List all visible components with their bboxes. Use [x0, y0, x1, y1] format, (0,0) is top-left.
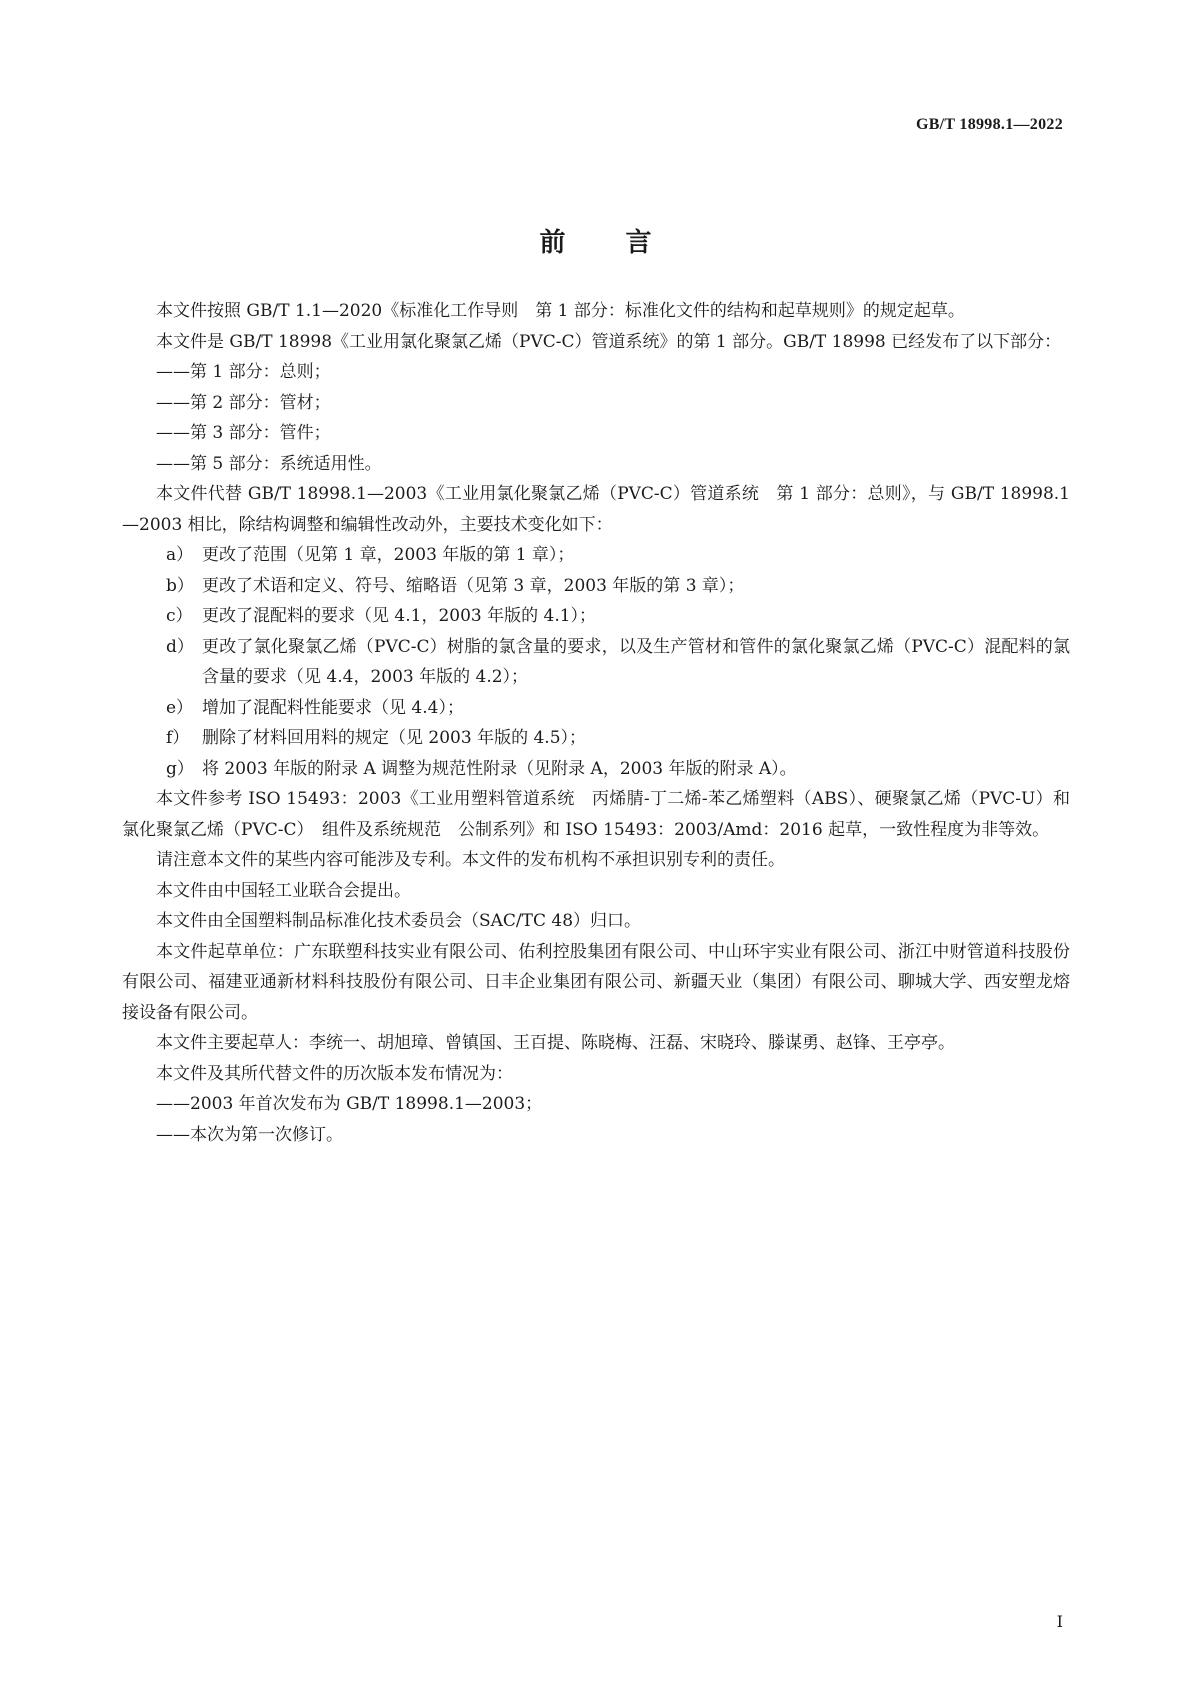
list-item-change — [122, 723, 1070, 754]
paragraph-drafters: 本文件主要起草人：李统一、胡旭璋、曾镇国、王百提、陈晓梅、汪磊、宋晓玲、滕谋勇、赵锋、王亭亭。 — [156, 1033, 955, 1053]
item-text: 更改了混配料的要求（见 4.1，2003 年版的 4.1）； — [202, 606, 597, 626]
list-item-part: ——第 1 部分：总则； — [156, 362, 331, 382]
standard-number-header: GB/T 18998.1—2022 — [915, 116, 1063, 133]
item-label: d） — [166, 636, 194, 657]
list-item-history: ——2003 年首次发布为 GB/T 18998.1—2003； — [156, 1094, 543, 1114]
item-text: 更改了范围（见第 1 章，2003 年版的第 1 章）； — [202, 545, 575, 565]
paragraph-committee: 本文件由全国塑料制品标准化技术委员会（SAC/TC 48）归口。 — [156, 911, 642, 931]
item-text: 更改了术语和定义、符号、缩略语（见第 3 章，2003 年版的第 3 章）； — [202, 575, 745, 596]
item-text: 将 2003 年版的附录 A 调整为规范性附录（见附录 A，2003 年版的附录 A）。 — [202, 758, 797, 779]
paragraph-replaces: 本文件代替 GB/T 18998.1—2003《工业用氯化聚氯乙烯（PVC-C）管道系统 第 1 部分：总则》，与 GB/T 18998.1—2003 相比，除结构调整和编辑性改动外，主要技术变化如下： — [122, 484, 1070, 535]
item-text: 更改了氯化聚氯乙烯（PVC-C）树脂的氯含量的要求，以及生产管材和管件的氯化聚氯乙烯（PVC-C）混配料的氯含量的要求（见 4.4，2003 年版的 4.2）； — [202, 636, 1070, 687]
item-label: e） — [166, 697, 194, 718]
item-label: c） — [166, 606, 193, 626]
item-label: a） — [166, 545, 194, 565]
paragraph-patent-notice: 请注意本文件的某些内容可能涉及专利。本文件的发布机构不承担识别专利的责任。 — [156, 850, 785, 870]
item-text: 删除了材料回用料的规定（见 2003 年版的 4.5）； — [202, 728, 587, 748]
list-item-change — [122, 571, 1070, 602]
item-label: b） — [166, 575, 194, 596]
list-item-change — [122, 632, 1070, 693]
list-item-part: ——第 5 部分：系统适用性。 — [156, 453, 382, 474]
list-item-change — [122, 540, 1070, 571]
item-label: f） — [166, 728, 190, 748]
paragraph-history-intro: 本文件及其所代替文件的历次版本发布情况为： — [156, 1063, 513, 1084]
list-item-change — [122, 754, 1070, 785]
paragraph-drafting-units: 本文件起草单位：广东联塑科技实业有限公司、佑利控股集团有限公司、中山环宇实业有限公司、浙江中财管道科技股份有限公司、福建亚通新材料科技股份有限公司、日丰企业集团有限公司、新疆天业（集团）有限公司、聊城大学、西安塑龙熔接设备有限公司。 — [122, 941, 1070, 1023]
list-item-part: ——第 3 部分：管件； — [156, 423, 331, 443]
item-label: g） — [166, 758, 194, 779]
paragraph-drafting-rule: 本文件按照 GB/T 1.1—2020《标准化工作导则 第 1 部分：标准化文件的结构和起草规则》的规定起草。 — [156, 301, 965, 321]
page-title: 前言 — [539, 228, 712, 258]
item-text: 增加了混配料性能要求（见 4.4）； — [202, 697, 464, 718]
page-number: I — [1056, 1612, 1063, 1631]
list-item-part: ——第 2 部分：管材； — [156, 392, 331, 413]
list-item-history: ——本次为第一次修订。 — [156, 1124, 343, 1145]
list-item-change — [122, 601, 1070, 632]
paragraph-proposer: 本文件由中国轻工业联合会提出。 — [156, 880, 411, 901]
list-item-change — [122, 693, 1070, 724]
paragraph-series-intro: 本文件是 GB/T 18998《工业用氯化聚氯乙烯（PVC-C）管道系统》的第 1 部分。GB/T 18998 已经发布了以下部分： — [156, 331, 1062, 352]
document-body — [122, 296, 1070, 1150]
paragraph-reference: 本文件参考 ISO 15493：2003《工业用塑料管道系统 丙烯腈-丁二烯-苯乙烯塑料（ABS）、硬聚氯乙烯（PVC-U）和氯化聚氯乙烯（PVC-C） 组件及系统规范 公制系列》和 ISO 15493：2003/Amd：2016 起草，一致性程度为非等效。 — [122, 789, 1070, 840]
